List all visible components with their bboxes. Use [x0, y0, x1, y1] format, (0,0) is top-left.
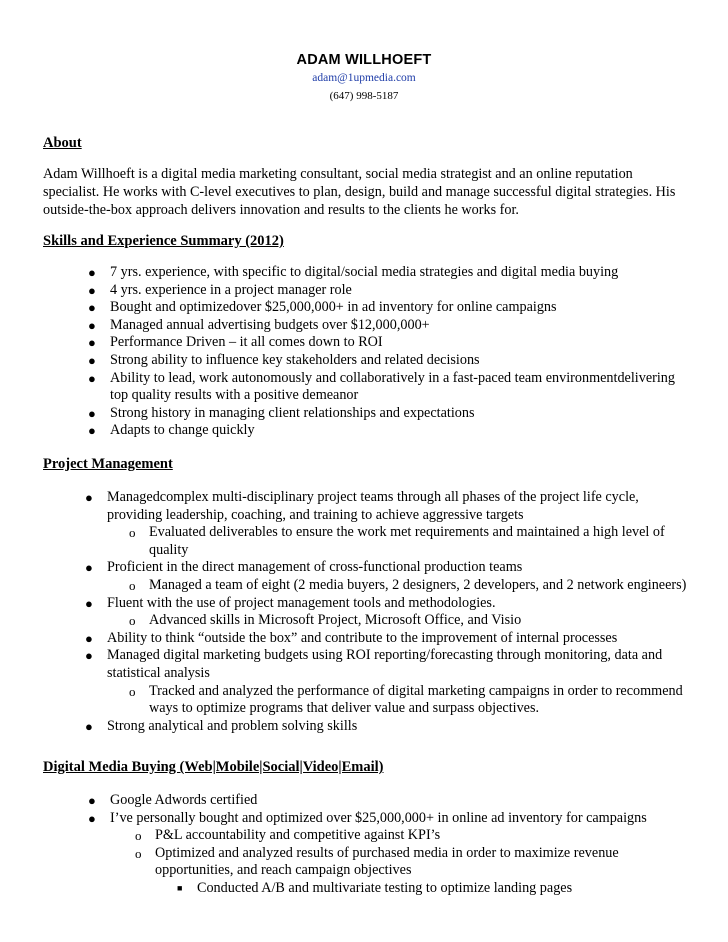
list-item-text: Adapts to change quickly — [110, 422, 255, 439]
candidate-name: ADAM WILLHOEFT — [296, 52, 432, 68]
list-item-text: Strong history in managing client relationships and expectations — [110, 404, 475, 421]
project-heading: Project Management — [43, 456, 173, 472]
list-item — [88, 299, 690, 317]
list-item — [85, 647, 692, 682]
phone-number: (647) 998-5187 — [329, 90, 399, 102]
list-item-text: I’ve personally bought and optimized over $25,000,000+ in online ad inventory for campaigns — [110, 809, 647, 826]
skills-heading: Skills and Experience Summary (2012) — [43, 233, 284, 249]
skills-list — [88, 264, 690, 440]
list-item-text: Managedcomplex multi-disciplinary project teams through all phases of the project life cycle, providing leadership, coaching, and training to achieve aggressive targets — [107, 489, 639, 523]
list-item-text: Conducted A/B and multivariate testing to optimize landing pages — [197, 879, 573, 896]
bullet-icon: ● — [88, 300, 96, 316]
bullet-icon: ● — [85, 718, 93, 734]
bullet-icon: ● — [88, 810, 96, 826]
bullet-icon: ● — [88, 423, 96, 439]
list-item — [129, 576, 692, 595]
list-item — [85, 717, 692, 736]
bullet-icon: ● — [88, 405, 96, 421]
list-item — [129, 612, 692, 630]
list-item-text: Proficient in the direct management of cross-functional production teams — [107, 559, 523, 576]
circle-bullet-icon: o — [135, 845, 142, 861]
square-bullet-icon: ■ — [177, 882, 183, 893]
bullet-icon: ● — [85, 490, 93, 505]
bullet-icon: ● — [88, 352, 96, 368]
bullet-icon: ● — [88, 282, 96, 298]
bullet-icon: ● — [88, 317, 96, 333]
list-item-text: Strong analytical and problem solving skills — [107, 717, 358, 734]
list-item-text: Managed a team of eight (2 media buyers, 2 designers, 2 developers, and 2 network engineers) — [149, 576, 687, 593]
list-item-text: Bought and optimizedover $25,000,000+ in ad inventory for online campaigns — [110, 299, 557, 316]
list-item — [88, 809, 695, 828]
bullet-icon: ● — [85, 648, 93, 664]
list-item-text: Advanced skills in Microsoft Project, Microsoft Office, and Visio — [149, 612, 522, 629]
resume-header — [0, 52, 728, 102]
media-heading: Digital Media Buying (Web|Mobile|Social|Video|Email) — [43, 759, 384, 775]
list-item — [88, 264, 690, 282]
bullet-icon: ● — [85, 560, 93, 576]
list-item — [85, 489, 692, 524]
list-item-text: Managed annual advertising budgets over $12,000,000+ — [110, 316, 430, 333]
list-item — [88, 334, 690, 352]
about-paragraph: Adam Willhoeft is a digital media marketing consultant, social media strategist and an online reputation specialist. He works with C-level executives to plan, design, build and manage successful digital strategies. His outside-the-box approach delivers innovation and results to the clients he works for. — [43, 166, 676, 218]
list-item-text: Managed digital marketing budgets using ROI reporting/forecasting through monitoring, data and statistical analysis — [107, 647, 663, 681]
list-item — [135, 827, 695, 845]
email-link[interactable]: adam@1upmedia.com — [312, 72, 416, 84]
list-item-text: 7 yrs. experience, with specific to digital/social media strategies and digital media buying — [110, 264, 619, 280]
circle-bullet-icon: o — [129, 525, 136, 541]
list-item — [88, 792, 695, 810]
list-item-text: P&L accountability and competitive against KPI’s — [155, 827, 441, 844]
list-item — [88, 281, 690, 300]
list-item — [88, 369, 690, 405]
bullet-icon: ● — [88, 370, 96, 386]
list-item — [88, 422, 690, 440]
list-item — [88, 404, 690, 423]
list-item-text: Optimized and analyzed results of purchased media in order to maximize revenue opportunities, and reach campaign objectives — [155, 844, 619, 879]
list-item-text: Performance Driven – it all comes down to ROI — [110, 334, 383, 351]
list-item-text: Strong ability to influence key stakeholders and related decisions — [110, 351, 480, 368]
bullet-icon: ● — [88, 793, 96, 808]
list-item-text: Fluent with the use of project management tools and methodologies. — [107, 594, 496, 611]
project-list — [85, 489, 692, 735]
about-heading: About — [43, 135, 82, 151]
list-item — [85, 629, 692, 648]
bullet-icon: ● — [88, 335, 96, 351]
list-item — [129, 524, 692, 559]
circle-bullet-icon: o — [129, 613, 136, 629]
list-item — [88, 351, 690, 370]
list-item-text: Tracked and analyzed the performance of digital marketing campaigns in order to recommend ways to optimize programs that deliver value and surpass objectives. — [149, 682, 683, 717]
list-item — [88, 316, 690, 335]
list-item — [85, 594, 692, 613]
circle-bullet-icon: o — [135, 828, 142, 844]
list-item-text: Google Adwords certified — [110, 792, 258, 808]
list-item-text: 4 yrs. experience in a project manager role — [110, 281, 352, 298]
list-item-text: Ability to think “outside the box” and contribute to the improvement of internal processes — [107, 629, 618, 646]
circle-bullet-icon: o — [129, 577, 136, 593]
list-item-text: Evaluated deliverables to ensure the work met requirements and maintained a high level of quality — [149, 524, 665, 558]
list-item — [85, 559, 692, 577]
bullet-icon: ● — [88, 265, 96, 280]
media-list — [88, 792, 695, 898]
bullet-icon: ● — [85, 630, 93, 646]
bullet-icon: ● — [85, 595, 93, 611]
list-item — [135, 844, 695, 880]
list-item — [129, 682, 692, 718]
list-item-text: Ability to lead, work autonomously and collaboratively in a fast-paced team environmentdelivering top quality results with a positive demeanor — [110, 369, 675, 404]
circle-bullet-icon: o — [129, 683, 136, 699]
list-item — [177, 879, 695, 898]
